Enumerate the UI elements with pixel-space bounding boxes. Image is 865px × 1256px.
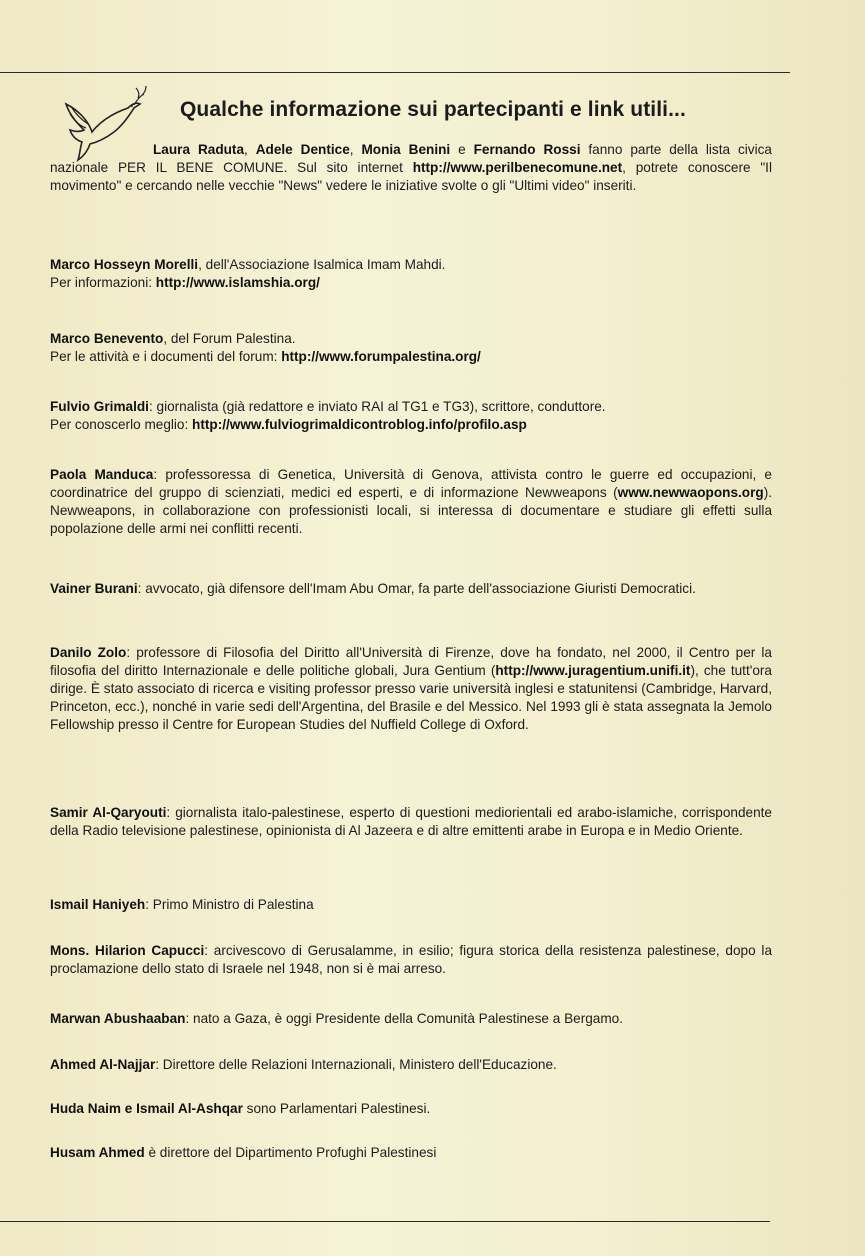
forumpalestina-link[interactable]: http://www.forumpalestina.org/ xyxy=(281,349,481,364)
entry-abushaaban xyxy=(50,1010,772,1028)
entry-name: Mons. Hilarion Capucci xyxy=(50,943,205,958)
entry-name: Vainer Burani xyxy=(50,581,138,596)
entry-name: Husam Ahmed xyxy=(50,1145,145,1160)
entry-name: Paola Manduca xyxy=(50,467,154,482)
intro-paragraph xyxy=(50,141,772,195)
bottom-divider xyxy=(0,1221,770,1222)
entry-name: Samir Al-Qaryouti xyxy=(50,805,167,820)
entry-line2: Per informazioni: xyxy=(50,275,156,290)
entry-text: : avvocato, già difensore dell'Imam Abu Omar, fa parte dell'associazione Giuristi Democratici. xyxy=(137,581,696,596)
entry-zolo xyxy=(50,644,772,734)
entry-name: Marwan Abushaaban xyxy=(50,1011,186,1026)
intro-name-4: Fernando Rossi xyxy=(473,142,581,157)
entry-name: Ahmed Al-Najjar xyxy=(50,1057,156,1072)
entry-al-najjar xyxy=(50,1056,772,1074)
intro-sep-2: , xyxy=(349,142,362,157)
entry-text: : professore di Filosofia del Diritto all'Università di Firenze, dove ha fondato, nel 2000, il Centro per la filosofia del diritto Internazionale e delle politiche globali, Jura Gentium ( xyxy=(50,645,772,678)
intro-sep-1: , xyxy=(244,142,256,157)
entry-text: : nato a Gaza, è oggi Presidente della Comunità Palestinese a Bergamo. xyxy=(185,1011,623,1026)
entry-text-2: ). Newweapons, in collaborazione con professionisti locali, si interessa di documentare e studiare gli effetti sulla popolazione delle armi nei conflitti recenti. xyxy=(50,485,772,536)
entry-manduca xyxy=(50,466,772,538)
intro-sep-3: e xyxy=(450,142,474,157)
top-divider xyxy=(0,72,790,73)
entry-text: , del Forum Palestina. xyxy=(163,331,296,346)
entry-text: : arcivescovo di Gerusalamme, in esilio; figura storica della resistenza palestinese, dopo la proclamazione dello stato di Israele nel 1948, non si è mai arreso. xyxy=(50,943,772,976)
entry-text: : professoressa di Genetica, Università di Genova, attivista contro le guerre ed occupazioni, e coordinatrice del gruppo di scienziati, medici ed esperti, e di informazione Newweapons ( xyxy=(50,467,772,500)
entry-name: Danilo Zolo xyxy=(50,645,127,660)
newweapons-link[interactable]: www.newwaopons.org xyxy=(617,485,764,500)
entry-text: : giornalista (già redattore e inviato RAI al TG1 e TG3), scrittore, conduttore. xyxy=(148,399,606,414)
juragentium-link[interactable]: http://www.juragentium.unifi.it xyxy=(495,663,691,678)
intro-text-1: fanno parte della lista civica nazionale PER IL BENE COMUNE. Sul sito internet xyxy=(50,142,772,175)
entry-name: Marco Benevento xyxy=(50,331,164,346)
entry-name: Ismail Haniyeh xyxy=(50,897,146,912)
islamshia-link[interactable]: http://www.islamshia.org/ xyxy=(155,275,320,290)
entry-text: : Primo Ministro di Palestina xyxy=(145,897,314,912)
perilbenecomune-link[interactable]: http://www.perilbenecomune.net xyxy=(412,160,623,175)
entry-text: sono Parlamentari Palestinesi. xyxy=(242,1101,431,1116)
entry-grimaldi xyxy=(50,398,772,434)
entry-text-2: ), che tutt'ora dirige. È stato associato di ricerca e visiting professor presso varie università inglesi e statunitensi (Cambridge, Harvard, Princeton, ecc.), nonché in varie sedi dell'Argentina, del Brasile e del Messico. Nel 1993 gli è stata assegnata la Jemolo Fellowship presso il Centre for European Studies del Nuffield College di Oxford. xyxy=(50,663,772,732)
entry-ahmed xyxy=(50,1144,772,1162)
entry-text: : giornalista italo-palestinese, esperto di questioni mediorientali ed arabo-islamiche, corrispondente della Radio televisione palestinese, opinionista di Al Jazeera e di altre emittenti arabe in Europa e in Medio Oriente. xyxy=(50,805,772,838)
entry-capucci xyxy=(50,942,772,978)
entry-name: Huda Naim e Ismail Al-Ashqar xyxy=(50,1101,243,1116)
entry-name: Fulvio Grimaldi xyxy=(50,399,149,414)
entry-text: : Direttore delle Relazioni Internazionali, Ministero dell'Educazione. xyxy=(155,1057,557,1072)
entry-naim-al-ashqar xyxy=(50,1100,772,1118)
intro-name-2: Adele Dentice xyxy=(255,142,350,157)
intro-name-3: Monia Benini xyxy=(361,142,451,157)
grimaldi-blog-link[interactable]: http://www.fulviogrimaldicontroblog.info/profilo.asp xyxy=(192,417,527,432)
entry-text: , dell'Associazione Isalmica Imam Mahdi. xyxy=(198,257,446,272)
entry-burani xyxy=(50,580,772,598)
page-title: Qualche informazione sui partecipanti e link utili... xyxy=(180,98,686,121)
entry-name: Marco Hosseyn Morelli xyxy=(50,257,199,272)
entry-morelli xyxy=(50,256,772,292)
entry-haniyeh xyxy=(50,896,772,914)
entry-al-qaryouti xyxy=(50,804,772,840)
entry-text: è direttore del Dipartimento Profughi Palestinesi xyxy=(144,1145,437,1160)
intro-name-1: Laura Raduta xyxy=(153,142,245,157)
entry-line2: Per conoscerlo meglio: xyxy=(50,417,193,432)
intro-text-2: , potrete conoscere "Il movimento" e cercando nelle vecchie "News" vedere le iniziative svolte o gli "Ultimi video" inseriti. xyxy=(50,160,772,193)
entry-line2: Per le attività e i documenti del forum: xyxy=(50,349,282,364)
entry-benevento xyxy=(50,330,772,366)
